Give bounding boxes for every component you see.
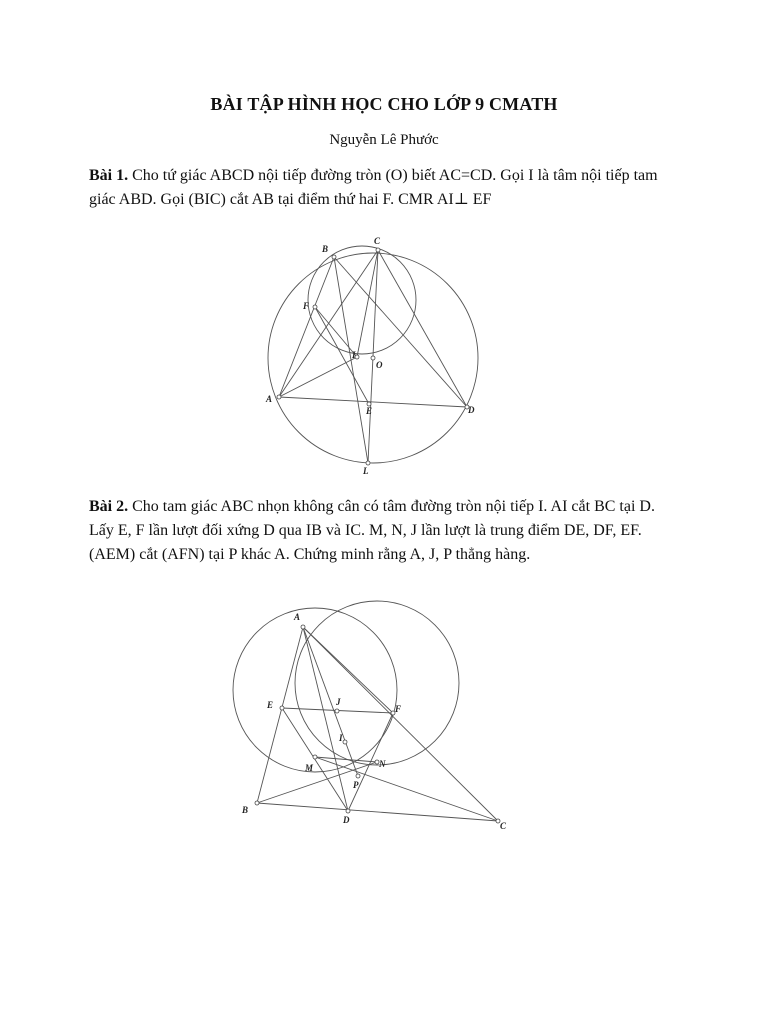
circle-afn — [295, 601, 459, 765]
problem-1 — [89, 164, 679, 212]
point-l — [366, 461, 370, 465]
label-i: I — [339, 733, 343, 743]
point-o — [371, 356, 375, 360]
figure-2 — [230, 595, 520, 835]
segment-fi — [315, 307, 357, 357]
document-author: Nguyễn Lê Phước — [329, 132, 439, 148]
point-d — [346, 809, 350, 813]
label-d: D — [343, 815, 350, 825]
label-p: P — [353, 780, 359, 790]
label-c: C — [374, 236, 381, 246]
segment-ed — [282, 708, 348, 811]
segment-ad — [303, 627, 348, 811]
label-e: E — [267, 700, 274, 710]
label-l: L — [363, 466, 369, 476]
segment-fe — [315, 307, 369, 404]
circle-bic — [308, 246, 416, 354]
point-b — [332, 255, 336, 259]
point-m — [313, 755, 317, 759]
label-c: C — [500, 821, 507, 831]
figure-1-labels — [265, 236, 475, 476]
problem-1-label: Bài 1. — [89, 167, 129, 184]
label-f: F — [303, 301, 310, 311]
problem-2 — [89, 495, 679, 567]
label-a: A — [294, 612, 301, 622]
problem-2-label: Bài 2. — [89, 498, 129, 515]
point-a — [301, 625, 305, 629]
segment-bc — [257, 803, 498, 821]
point-j — [335, 709, 339, 713]
figure-2-geometry — [233, 601, 498, 821]
segment-ab — [257, 627, 303, 803]
segment-mn — [315, 757, 377, 762]
problem-2-text: Cho tam giác ABC nhọn không cân có tâm đường tròn nội tiếp I. AI cắt BC tại D. Lấy E, F lần lượt đối xứng D qua IB và IC. M, N, J lần lượt là trung điểm DE, DF, EF. (AEM) cắt (AFN) tại P khác A. Chứng minh rằng A, J, P thẳng hàng. — [89, 498, 655, 563]
label-i: I — [352, 350, 356, 360]
label-f: F — [395, 704, 402, 714]
problem-1-text: Cho tứ giác ABCD nội tiếp đường tròn (O) biết AC=CD. Gọi I là tâm nội tiếp tam giác ABD. Gọi (BIC) cắt AB tại điểm thứ hai F. CMR AI⊥ EF — [89, 167, 658, 208]
figure-1-geometry — [268, 246, 478, 463]
segment-ai — [279, 357, 357, 397]
point-i — [355, 355, 359, 359]
label-b: B — [242, 805, 249, 815]
point-a — [277, 395, 281, 399]
label-n: N — [379, 759, 386, 769]
label-e: E — [366, 406, 373, 416]
segment-cd — [378, 250, 467, 407]
point-p — [356, 774, 360, 778]
label-j: J — [336, 697, 341, 707]
segment-bn — [257, 762, 377, 803]
segment-ad — [279, 397, 467, 407]
label-o: O — [376, 360, 383, 370]
label-m: M — [305, 763, 314, 773]
figure-1 — [255, 232, 485, 482]
point-e — [280, 706, 284, 710]
segment-ac — [303, 627, 498, 821]
circle-aem — [233, 608, 397, 772]
label-d: D — [468, 405, 475, 415]
figure-2-labels — [241, 612, 507, 831]
point-i — [343, 740, 347, 744]
point-f — [313, 305, 317, 309]
point-b — [255, 801, 259, 805]
label-b: B — [322, 244, 329, 254]
point-c — [376, 248, 380, 252]
document-title: BÀI TẬP HÌNH HỌC CHO LỚP 9 CMATH — [210, 94, 558, 114]
label-a: A — [266, 394, 273, 404]
segment-bd — [334, 257, 467, 407]
